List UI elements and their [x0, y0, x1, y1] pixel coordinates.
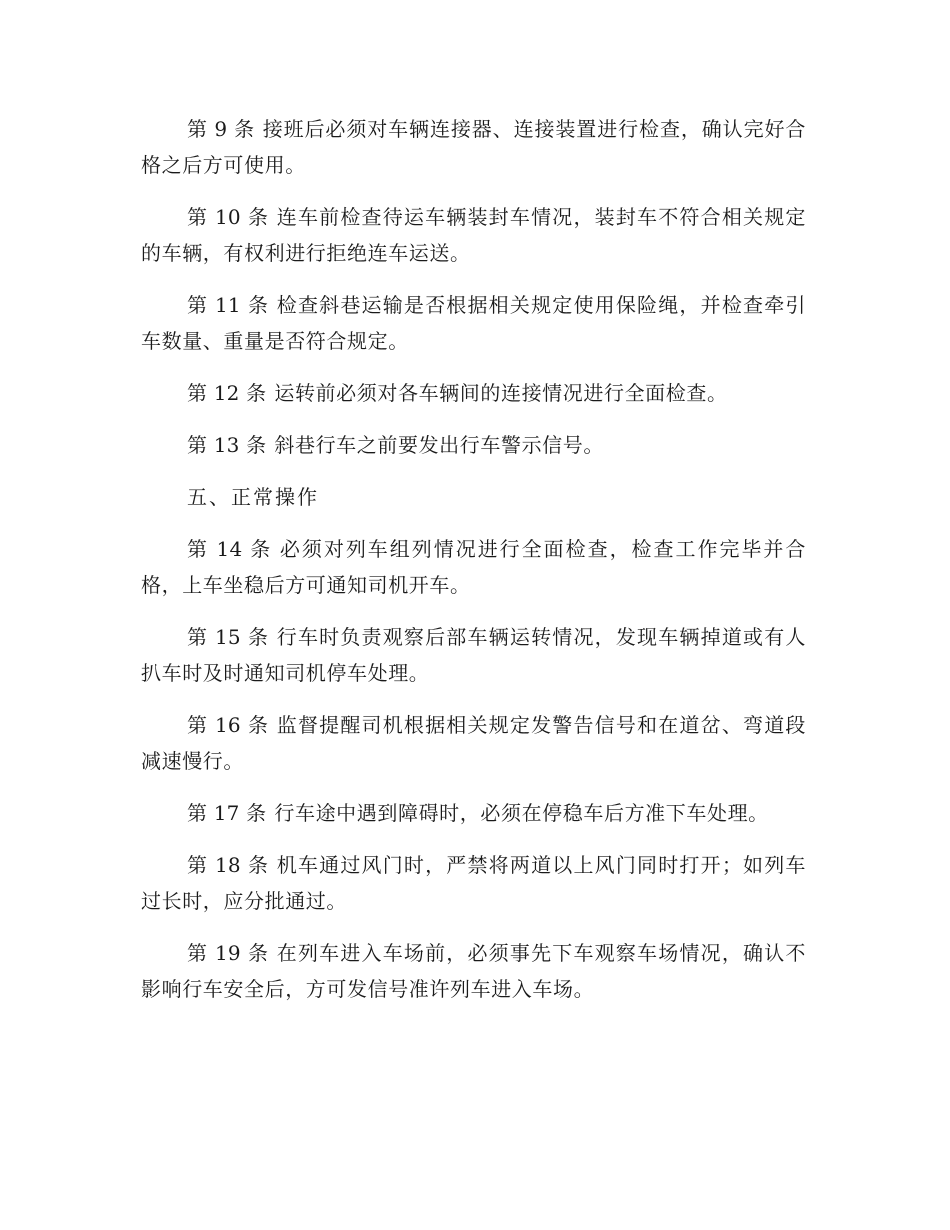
article-text: 机车通过风门时，严禁将两道以上风门同时打开；如列车过长时，应分批通过。 — [141, 853, 806, 913]
article-text: 在列车进入车场前，必须事先下车观察车场情况，确认不影响行车安全后，方可发信号准许列车进入车场。 — [141, 941, 806, 1001]
article-text: 行车时负责观察后部车辆运转情况，发现车辆掉道或有人扒车时及时通知司机停车处理。 — [141, 625, 806, 685]
article-11 — [141, 287, 806, 359]
article-number: 第 11 条 — [187, 293, 269, 317]
article-number: 第 16 条 — [187, 713, 269, 737]
article-text: 斜巷行车之前要发出行车警示信号。 — [274, 433, 604, 457]
article-number: 第 17 条 — [187, 801, 267, 825]
article-19 — [141, 935, 806, 1007]
article-17 — [141, 795, 806, 831]
article-15 — [141, 619, 806, 691]
article-text: 监督提醒司机根据相关规定发警告信号和在道岔、弯道段减速慢行。 — [141, 713, 806, 773]
article-9 — [141, 111, 806, 183]
article-number: 第 15 条 — [187, 625, 269, 649]
article-text: 行车途中遇到障碍时，必须在停稳车后方准下车处理。 — [274, 801, 769, 825]
article-number: 第 10 条 — [187, 205, 269, 229]
article-text: 运转前必须对各车辆间的连接情况进行全面检查。 — [274, 381, 728, 405]
article-text: 接班后必须对车辆连接器、连接装置进行检查，确认完好合格之后方可使用。 — [141, 117, 806, 177]
section-heading: 五、正常操作 — [187, 485, 319, 509]
article-13 — [141, 427, 806, 463]
article-14 — [141, 531, 806, 603]
article-number: 第 18 条 — [187, 853, 269, 877]
document-page — [141, 111, 806, 1023]
article-18 — [141, 847, 806, 919]
article-text: 检查斜巷运输是否根据相关规定使用保险绳，并检查牵引车数量、重量是否符合规定。 — [141, 293, 806, 353]
article-number: 第 19 条 — [187, 941, 269, 965]
article-number: 第 9 条 — [187, 117, 255, 141]
article-number: 第 12 条 — [187, 381, 267, 405]
article-10 — [141, 199, 806, 271]
article-number: 第 13 条 — [187, 433, 267, 457]
article-text: 连车前检查待运车辆装封车情况，装封车不符合相关规定的车辆，有权利进行拒绝连车运送。 — [141, 205, 806, 265]
article-number: 第 14 条 — [187, 537, 272, 561]
article-12 — [141, 375, 806, 411]
article-16 — [141, 707, 806, 779]
article-text: 必须对列车组列情况进行全面检查，检查工作完毕并合格，上车坐稳后方可通知司机开车。 — [141, 537, 806, 597]
